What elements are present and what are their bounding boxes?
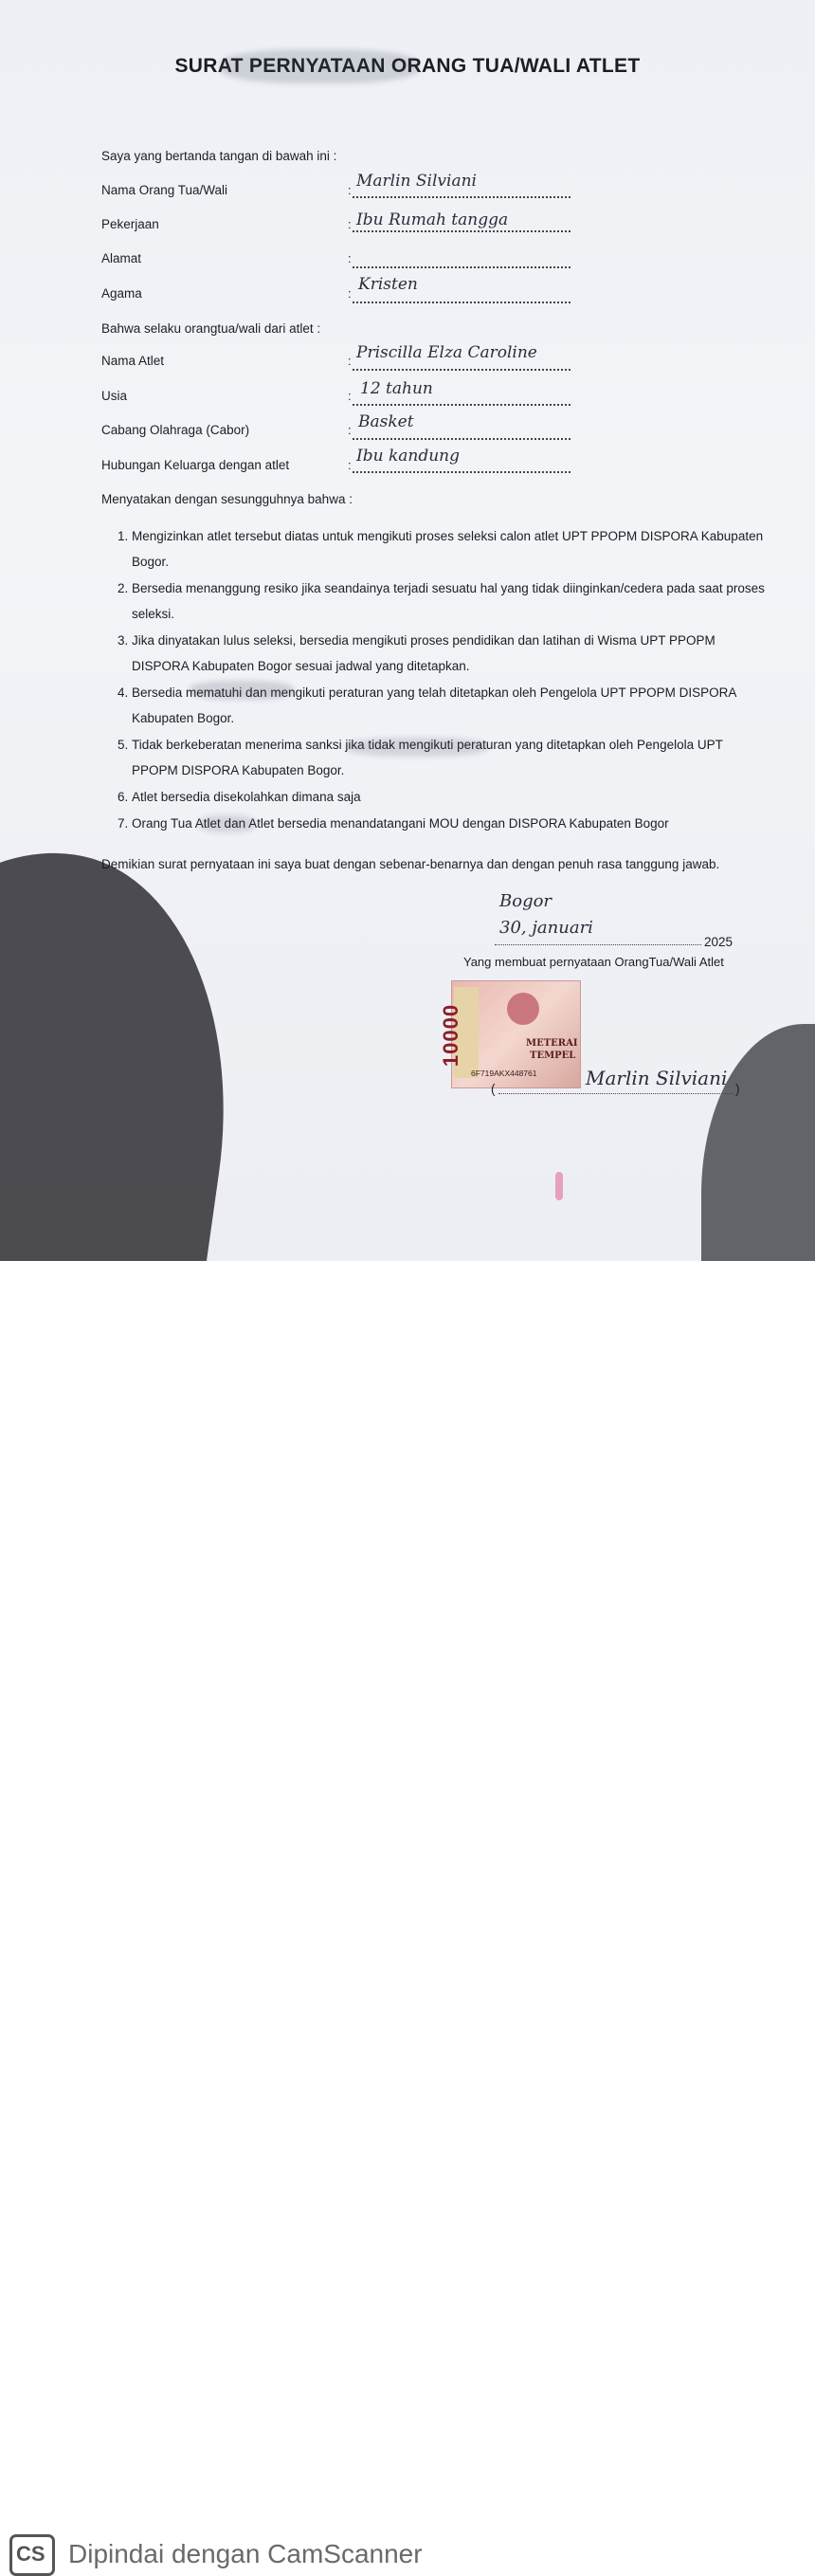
stamp-value-band [439, 987, 479, 1078]
scanned-page [0, 0, 815, 1261]
field-colon: : [348, 389, 352, 403]
statement-item: 5. Tidak berkeberatan menerima sanksi jika tidak mengikuti peraturan yang ditetapkan oleh Pengelola UPT PPOPM DISPORA Kabupaten Bogor. [132, 732, 767, 783]
field-colon: : [348, 458, 352, 472]
date-handwritten: 30, januari [499, 918, 593, 938]
meterai-stamp [439, 980, 581, 1088]
field-line [353, 266, 570, 268]
field-line [353, 301, 570, 303]
signature-line [498, 1093, 734, 1094]
field-value-handwritten: Marlin Silviani [356, 172, 477, 191]
statement-intro: Menyatakan dengan sesungguhnya bahwa : [101, 492, 353, 506]
signature-paren-open: ( [491, 1082, 496, 1096]
intro-text: Saya yang bertanda tangan di bawah ini : [101, 149, 337, 163]
ink-smudge [220, 49, 419, 83]
field-label: Pekerjaan [101, 217, 159, 231]
closing-paragraph: Demikian surat pernyataan ini saya buat dengan sebenar-benarnya dan dengan penuh rasa tanggung jawab. [101, 857, 720, 871]
ink-smudge [346, 738, 488, 757]
camscanner-logo-icon [9, 2534, 55, 2576]
field-line [353, 196, 570, 198]
field-value-handwritten: Kristen [358, 275, 418, 294]
place-handwritten: Bogor [499, 891, 552, 911]
document [0, 0, 815, 1261]
statement-list [107, 523, 767, 837]
stamp-label: TEMPEL [530, 1050, 576, 1061]
field-line [353, 404, 570, 406]
field-colon: : [348, 251, 352, 265]
statement-item: 3. Jika dinyatakan lulus seleksi, bersedia mengikuti proses pendidikan dan latihan di Wisma UPT PPOPM DISPORA Kabupaten Bogor sesuai jadwal yang ditetapkan. [132, 628, 767, 679]
field-value-handwritten: 12 tahun [360, 379, 433, 398]
camscanner-logo-text: CS [16, 2542, 45, 2566]
field-colon: : [348, 354, 352, 368]
signature-name-handwritten: Marlin Silviani [586, 1067, 728, 1089]
statement-item: 1. Mengizinkan atlet tersebut diatas untuk mengikuti proses seleksi calon atlet UPT PPOPM DISPORA Kabupaten Bogor. [132, 523, 767, 575]
document-title: SURAT PERNYATAAN ORANG TUA/WALI ATLET [174, 55, 641, 77]
field-line [353, 471, 570, 473]
field-value-handwritten: Ibu Rumah tangga [356, 210, 509, 229]
field-label: Agama [101, 286, 142, 301]
field-colon: : [348, 423, 352, 437]
camscanner-watermark-text: Dipindai dengan CamScanner [68, 2539, 423, 2568]
field-line [353, 230, 570, 232]
ink-smudge [199, 815, 256, 832]
field-label: Alamat [101, 251, 142, 265]
field-line [353, 438, 570, 440]
field-label: Hubungan Keluarga dengan atlet [101, 458, 290, 472]
statement-item: 2. Bersedia menanggung resiko jika seandainya terjadi sesuatu hal yang tidak diinginkan/cedera pada saat proses seleksi. [132, 575, 767, 627]
signer-role: Yang membuat pernyataan OrangTua/Wali Atlet [463, 955, 724, 969]
stamp-serial: 6F719AKX448761 [471, 1069, 537, 1078]
field-colon: : [348, 217, 352, 231]
date-year: 2025 [704, 935, 734, 949]
field-line [353, 369, 570, 371]
field-label: Usia [101, 389, 128, 403]
stamp-value: 10000 [439, 1003, 463, 1068]
ink-smudge [190, 681, 294, 700]
field-label: Cabang Olahraga (Cabor) [101, 423, 250, 437]
date-line [495, 944, 701, 945]
signature-paren-close: ) [735, 1082, 740, 1096]
field-value-handwritten: Ibu kandung [356, 447, 460, 466]
statement-item: 7. Orang Tua Atlet dan Atlet bersedia menandatangani MOU dengan DISPORA Kabupaten Bogor [132, 811, 767, 836]
field-colon: : [348, 286, 352, 301]
field-value-handwritten: Priscilla Elza Caroline [356, 343, 537, 362]
field-label: Nama Atlet [101, 354, 165, 368]
statement-item: 6. Atlet bersedia disekolahkan dimana saja [132, 784, 767, 810]
stamp-label: METERAI [526, 1038, 578, 1049]
athlete-intro: Bahwa selaku orangtua/wali dari atlet : [101, 321, 321, 336]
field-value-handwritten: Basket [358, 412, 414, 431]
pink-ink-mark [555, 1172, 563, 1200]
scanner-footer [0, 1261, 815, 2568]
statement-item: 4. Bersedia mematuhi dan mengikuti peraturan yang telah ditetapkan oleh Pengelola UPT PPOPM DISPORA Kabupaten Bogor. [132, 680, 767, 731]
field-colon: : [348, 183, 352, 197]
field-label: Nama Orang Tua/Wali [101, 183, 228, 197]
garuda-emblem-icon [507, 993, 539, 1025]
